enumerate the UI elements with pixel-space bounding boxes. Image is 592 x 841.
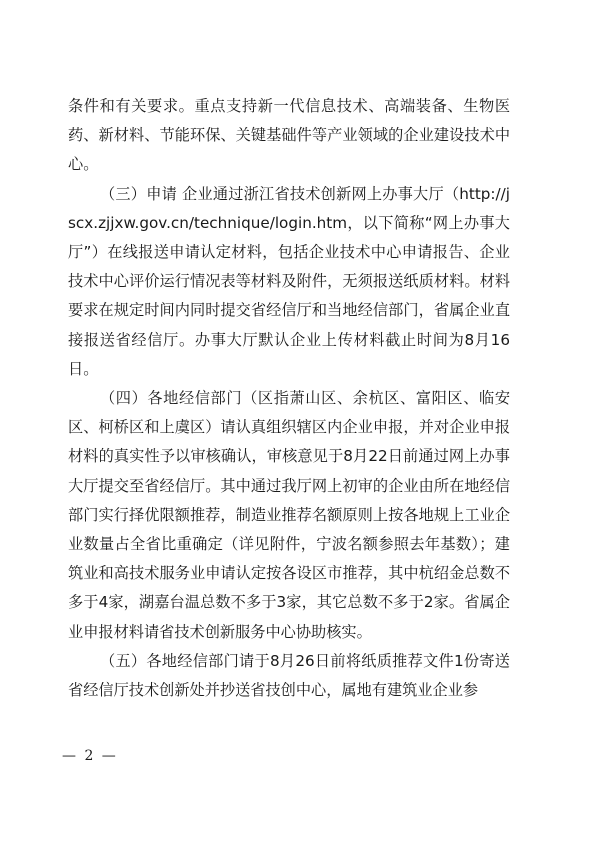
paragraph-4: （五）各地经信部门请于8月26日前将纸质推荐文件1份寄送省经信厅技术创新处并抄送省技创中心，属地有建筑业企业参: [68, 651, 510, 700]
paragraph-2: （三）申请 企业通过浙江省技术创新网上办事大厅（http://jscx.zjjxw.gov.cn/technique/login.htm，以下简称“网上办事大厅”）在线报送申请认定材料，包括企业技术中心申请报告、企业技术中心评价运行情况表等材料及附件，无须报送纸质材料。材料要求在规定时间内同时提交省经信厅和当地经信部门，省属企业直接报送省经信厅。办事大厅默认企业上传材料截止时间为8月16日。: [68, 184, 510, 378]
paragraph-1: 条件和有关要求。重点支持新一代信息技术、高端装备、生物医药、新材料、节能环保、关键基础件等产业领域的企业建设技术中心。: [68, 97, 510, 174]
page-number: — 2 —: [62, 748, 118, 764]
document-body: [68, 92, 510, 705]
paragraph-3: （四）各地经信部门（区指萧山区、余杭区、富阳区、临安区、柯桥区和上虞区）请认真组织辖区内企业申报，并对企业申报材料的真实性予以审核确认，审核意见于8月22日前通过网上办事大厅提交至省经信厅。其中通过我厅网上初审的企业由所在地经信部门实行择优限额推荐，制造业推荐名额原则上按各地规上工业企业数量占全省比重确定（详见附件，宁波名额参照去年基数）；建筑业和高技术服务业申请认定按各设区市推荐，其中杭绍金总数不多于4家，湖嘉台温总数不多于3家，其它总数不多于2家。省属企业申报材料请省技术创新服务中心协助核实。: [68, 389, 510, 641]
